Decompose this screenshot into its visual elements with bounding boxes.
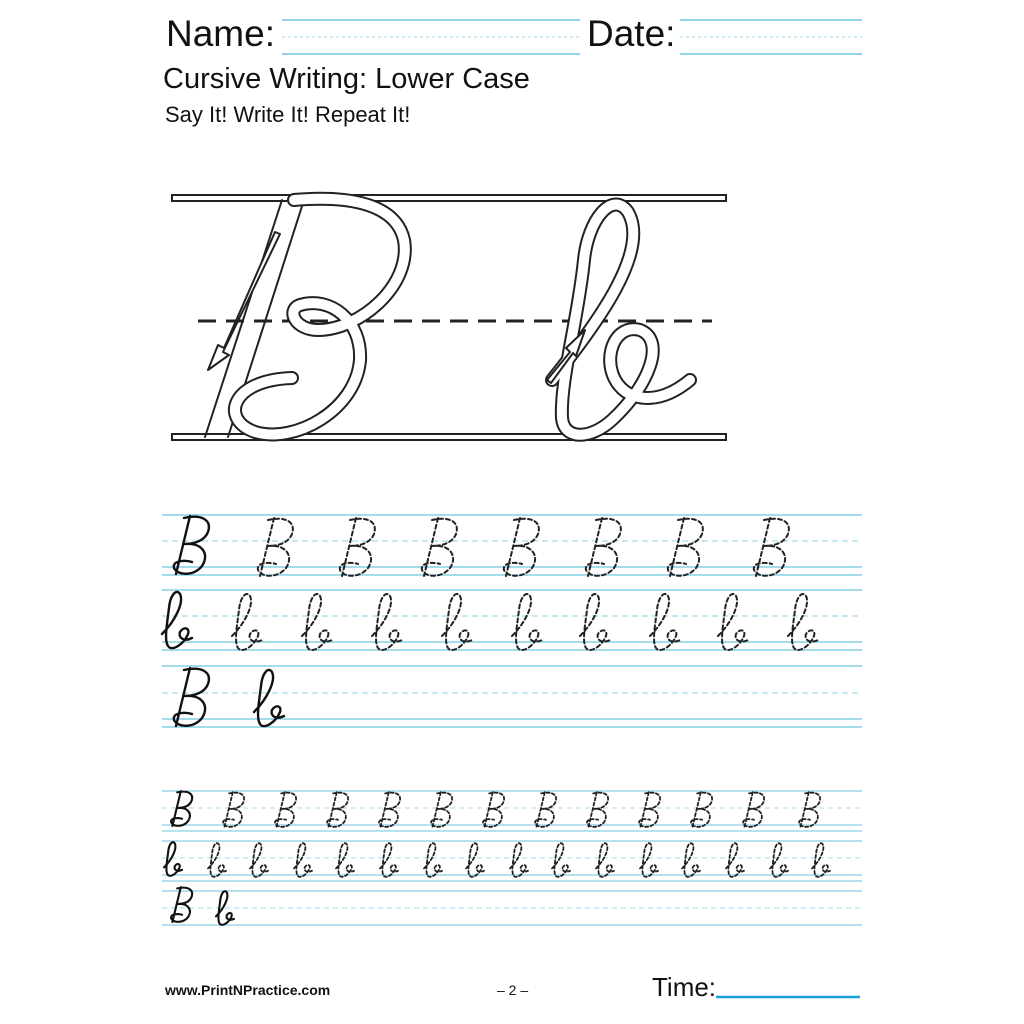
page-number: – 2 – (497, 982, 529, 998)
practice-row-uppercase-small (171, 791, 820, 827)
date-label: Date: (587, 13, 676, 54)
small-guide-lines (162, 791, 862, 925)
practice-row-pair-small (171, 887, 234, 925)
worksheet-title: Cursive Writing: Lower Case (163, 63, 530, 95)
practice-row-lowercase-large (162, 592, 818, 650)
name-label: Name: (166, 13, 275, 54)
model-letter (162, 592, 192, 648)
worksheet-subtitle: Say It! Write It! Repeat It! (165, 102, 411, 127)
model-letter (174, 516, 209, 574)
time-label: Time: (652, 972, 717, 1002)
practice-row-lowercase-small (164, 842, 830, 877)
footer-website: www.PrintNPractice.com (165, 982, 331, 998)
practice-row-pair-large (174, 668, 284, 726)
